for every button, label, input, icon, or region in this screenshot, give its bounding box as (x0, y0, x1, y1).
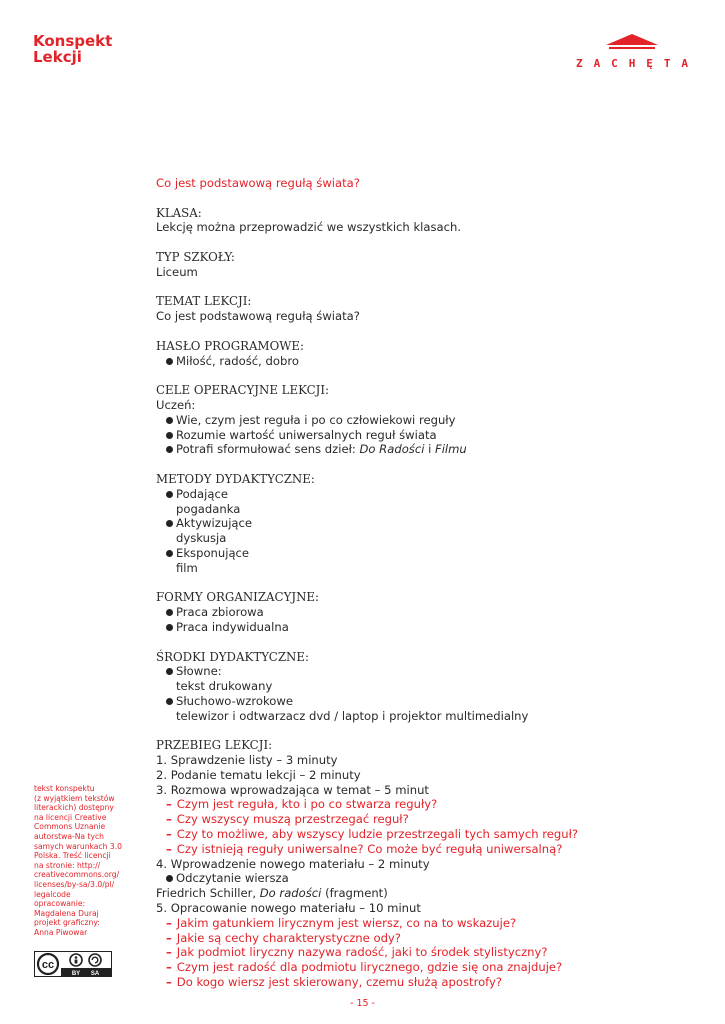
cc-text: cc (41, 959, 55, 971)
list-item: Eksponujące (156, 546, 696, 561)
logo-letter: Z (576, 57, 583, 70)
license-line: creativecommons.org/ (34, 870, 120, 880)
section-heading: HASŁO PROGRAMOWE: (156, 338, 304, 353)
section-text: Liceum (156, 264, 198, 279)
poem-title: Do radości (259, 886, 322, 901)
section-srodki (156, 650, 696, 724)
section-metody (156, 472, 696, 576)
license-line: literackich) dostępny (34, 803, 114, 813)
question-item (156, 842, 696, 857)
list-item: Aktywizujące (156, 516, 696, 531)
license-line: licenses/by-sa/3.0/pl/ (34, 879, 115, 889)
list-item: Podające (156, 487, 696, 502)
section-text: Uczeń: (156, 397, 196, 412)
license-line: samych warunkach 3.0 (34, 841, 122, 851)
title-line-2: Lekcji (33, 48, 82, 66)
zacheta-logo (576, 34, 688, 86)
list-item: Słuchowo-wzrokowe (156, 694, 696, 709)
list-item: Odczytanie wiersza (156, 871, 696, 886)
question-item (156, 960, 696, 975)
list-item: Wie, czym jest reguła i po co człowiekowi reguły (156, 413, 696, 428)
cc-sa-text: SA (90, 971, 100, 976)
list-item-detail: telewizor i odtwarzacz dvd / laptop i projektor multimedialny (176, 708, 529, 723)
work-title: Do Radości (359, 442, 425, 457)
list-item: Słowne: (156, 664, 696, 679)
text-span: i (424, 442, 436, 457)
question-text: Jakim gatunkiem lirycznym jest wiersz, co na to wskazuje? (176, 915, 517, 930)
dash-mark: – (166, 812, 172, 827)
page-number: - 15 - (350, 998, 375, 1009)
section-heading: KLASA: (156, 205, 202, 220)
section-cele (156, 383, 696, 457)
logo-letter: T (663, 57, 671, 70)
dash-mark: – (166, 797, 172, 812)
question-text: Czym jest reguła, kto i po co stwarza reguły? (176, 797, 438, 812)
list-item-detail: dyskusja (176, 531, 227, 546)
section-typ-szkoly (156, 250, 696, 280)
work-title: Filmu (435, 442, 467, 457)
license-line: projekt graficzny: (34, 918, 100, 928)
section-heading: PRZEBIEG LEKCJI: (156, 738, 273, 753)
question-item (156, 797, 696, 812)
section-heading: ŚRODKI DYDAKTYCZNE: (156, 649, 309, 664)
lesson-step: 5. Opracowanie nowego materiału – 10 minut (156, 901, 421, 916)
section-temat (156, 294, 696, 324)
logo-wordmark (576, 57, 688, 70)
text-span: Potrafi sformułować sens dzieł: (176, 442, 360, 457)
dash-mark: – (166, 945, 172, 960)
list-item-detail: tekst drukowany (176, 679, 273, 694)
document-title (33, 33, 112, 65)
dash-mark: – (166, 841, 172, 856)
license-line: na stronie: http:// (34, 860, 101, 870)
question-item (156, 827, 696, 842)
license-line: legalcode (34, 889, 71, 899)
license-note (34, 784, 134, 938)
question-item (156, 916, 696, 931)
section-text: Co jest podstawową regułą świata? (156, 309, 360, 324)
logo-letter: C (611, 57, 618, 70)
license-line: Anna Piwowar (34, 927, 88, 937)
logo-letter: Ę (646, 57, 653, 70)
poem-reference (156, 886, 696, 901)
license-line: autorstwa-Na tych (34, 831, 104, 841)
lesson-title: Co jest podstawową regułą świata? (156, 176, 360, 190)
license-line: opracowanie: (34, 899, 86, 909)
logo-letter: H (628, 57, 636, 70)
question-text: Czy istnieją reguły uniwersalne? Co może być regułą uniwersalną? (176, 841, 563, 856)
question-item (156, 975, 696, 990)
logo-letter: A (681, 57, 688, 70)
section-haslo (156, 339, 696, 369)
license-line: Polska. Treść licencji (34, 851, 111, 861)
cc-license-badge (34, 951, 112, 977)
list-item (156, 442, 696, 457)
dash-mark: – (166, 827, 172, 842)
lesson-content (156, 176, 696, 990)
question-item (156, 931, 696, 946)
section-text: Lekcję można przeprowadzić we wszystkich klasach. (156, 220, 462, 235)
section-heading: TEMAT LEKCJI: (156, 294, 252, 309)
question-text: Czym jest radość dla podmiotu lirycznego, gdzie się ona znajduje? (176, 960, 563, 975)
lesson-step: 1. Sprawdzenie listy – 3 minuty (156, 753, 338, 768)
question-item (156, 812, 696, 827)
license-line: (z wyjątkiem tekstów (34, 793, 115, 803)
license-line: na licencji Creative (34, 812, 107, 822)
dash-mark: – (166, 915, 172, 930)
dash-mark: – (166, 975, 172, 990)
section-przebieg (156, 738, 696, 990)
license-line: tekst konspektu (34, 784, 95, 793)
list-item: Miłość, radość, dobro (156, 354, 696, 369)
question-text: Jakie są cechy charakterystyczne ody? (176, 930, 401, 945)
section-heading: CELE OPERACYJNE LEKCJI: (156, 383, 330, 398)
question-text: Jak podmiot liryczny nazywa radość, jaki to środek stylistyczny? (176, 945, 548, 960)
list-item-detail: pogadanka (176, 501, 241, 516)
section-heading: METODY DYDAKTYCZNE: (156, 471, 315, 486)
lesson-step: 2. Podanie tematu lekcji – 2 minuty (156, 767, 361, 782)
list-item-detail: film (176, 560, 198, 575)
logo-letter: A (593, 57, 601, 70)
section-heading: TYP SZKOŁY: (156, 249, 235, 264)
dash-mark: – (166, 930, 172, 945)
list-item: Praca zbiorowa (156, 605, 696, 620)
lesson-step: 3. Rozmowa wprowadzająca w temat – 5 minut (156, 782, 429, 797)
text-span: Friedrich Schiller, (156, 886, 260, 901)
list-item: Rozumie wartość uniwersalnych reguł świata (156, 428, 696, 443)
license-line: Commons Uznanie (34, 822, 106, 832)
section-klasa (156, 206, 696, 236)
list-item: Praca indywidualna (156, 620, 696, 635)
license-line: Magdalena Duraj (34, 908, 99, 918)
question-text: Czy to możliwe, aby wszyscy ludzie przestrzegali tych samych reguł? (176, 827, 579, 842)
question-text: Czy wszyscy muszą przestrzegać reguł? (176, 812, 409, 827)
text-span: (fragment) (321, 886, 388, 901)
roof-icon (606, 34, 658, 52)
lesson-step: 4. Wprowadzenie nowego materiału – 2 minuty (156, 856, 430, 871)
question-item (156, 945, 696, 960)
cc-badge-icon (35, 952, 111, 976)
section-formy (156, 590, 696, 634)
question-text: Do kogo wiersz jest skierowany, czemu służą apostrofy? (176, 975, 503, 990)
section-heading: FORMY ORGANIZACYJNE: (156, 590, 320, 605)
dash-mark: – (166, 960, 172, 975)
title-line-1: Konspekt (33, 32, 113, 50)
cc-by-text: BY (71, 971, 81, 976)
